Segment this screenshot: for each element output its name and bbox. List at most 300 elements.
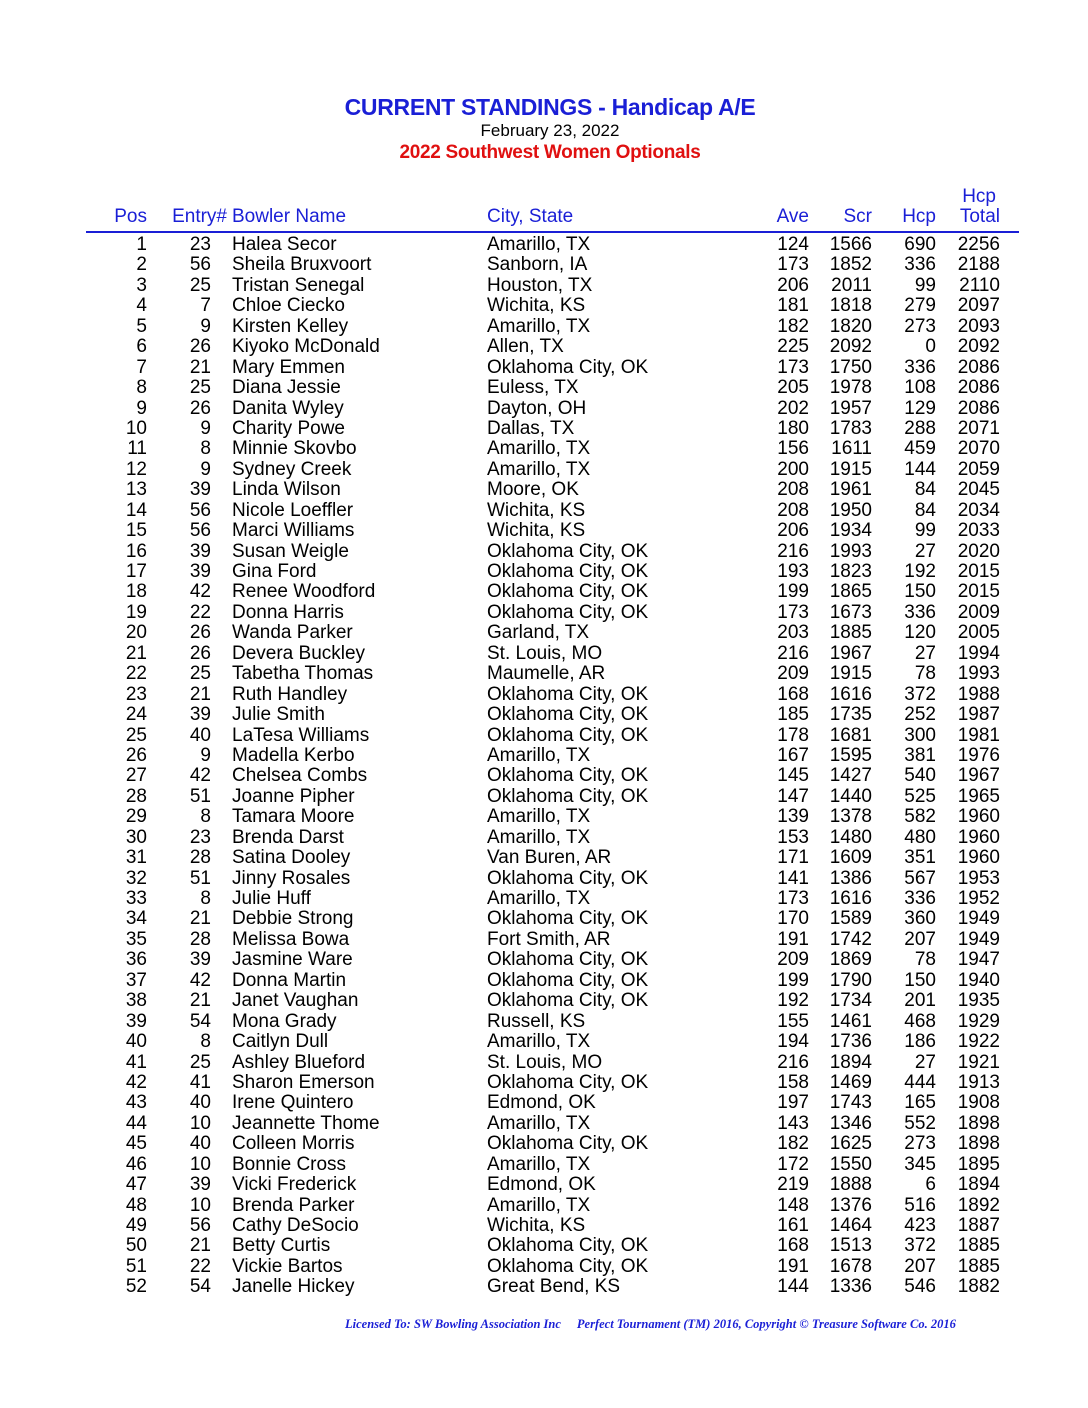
scratch-score-cell: 1888 bbox=[829, 1174, 872, 1196]
col-header-ave: Ave bbox=[776, 206, 809, 227]
scratch-score-cell: 1978 bbox=[829, 377, 872, 399]
average-cell: 158 bbox=[777, 1071, 809, 1093]
position-cell: 29 bbox=[125, 806, 147, 828]
bowler-name-cell: Susan Weigle bbox=[232, 540, 349, 562]
col-header-total-top: Hcp bbox=[962, 186, 996, 207]
bowler-name-cell: LaTesa Williams bbox=[232, 724, 370, 746]
city-state-cell: St. Louis, MO bbox=[487, 1051, 603, 1073]
city-state-cell: Oklahoma City, OK bbox=[487, 969, 649, 991]
table-row bbox=[0, 1277, 1088, 1297]
city-state-cell: Oklahoma City, OK bbox=[487, 581, 649, 603]
average-cell: 170 bbox=[777, 908, 809, 930]
scratch-score-cell: 1678 bbox=[829, 1255, 872, 1277]
handicap-cell: 150 bbox=[904, 581, 936, 603]
average-cell: 148 bbox=[777, 1194, 809, 1216]
handicap-cell: 459 bbox=[904, 438, 936, 460]
table-row bbox=[0, 296, 1088, 316]
handicap-total-cell: 2097 bbox=[957, 295, 1000, 317]
handicap-cell: 582 bbox=[904, 806, 936, 828]
bowler-name-cell: Mona Grady bbox=[232, 1010, 337, 1032]
position-cell: 13 bbox=[125, 479, 147, 501]
city-state-cell: Oklahoma City, OK bbox=[487, 1235, 649, 1257]
bowler-name-cell: Caitlyn Dull bbox=[232, 1031, 329, 1053]
average-cell: 194 bbox=[777, 1031, 809, 1053]
position-cell: 8 bbox=[136, 377, 147, 399]
handicap-total-cell: 2033 bbox=[957, 520, 1000, 542]
average-cell: 206 bbox=[777, 520, 809, 542]
table-row bbox=[0, 971, 1088, 991]
handicap-total-cell: 1885 bbox=[957, 1235, 1000, 1257]
entry-number-cell: 54 bbox=[189, 1010, 211, 1032]
scratch-score-cell: 1743 bbox=[829, 1092, 872, 1114]
handicap-cell: 144 bbox=[904, 458, 936, 480]
scratch-score-cell: 1961 bbox=[829, 479, 872, 501]
handicap-total-cell: 1892 bbox=[957, 1194, 1000, 1216]
scratch-score-cell: 1616 bbox=[829, 888, 872, 909]
average-cell: 209 bbox=[777, 663, 809, 685]
table-row bbox=[0, 664, 1088, 684]
bowler-name-cell: Danita Wyley bbox=[232, 397, 344, 419]
position-cell: 16 bbox=[125, 540, 147, 562]
handicap-total-cell: 1960 bbox=[957, 847, 1000, 869]
handicap-total-cell: 1988 bbox=[957, 683, 1000, 705]
bowler-name-cell: Jasmine Ware bbox=[232, 949, 353, 971]
table-row bbox=[0, 1216, 1088, 1236]
header-divider bbox=[86, 231, 1019, 233]
entry-number-cell: 21 bbox=[189, 908, 211, 930]
entry-number-cell: 9 bbox=[200, 458, 211, 480]
bowler-name-cell: Nicole Loeffler bbox=[232, 499, 354, 521]
handicap-cell: 336 bbox=[904, 254, 936, 276]
entry-number-cell: 10 bbox=[189, 1112, 211, 1134]
position-cell: 41 bbox=[125, 1051, 147, 1073]
average-cell: 143 bbox=[777, 1112, 809, 1134]
handicap-total-cell: 1965 bbox=[957, 785, 1000, 807]
scratch-score-cell: 1378 bbox=[829, 806, 872, 828]
bowler-name-cell: Colleen Morris bbox=[232, 1133, 355, 1155]
handicap-total-cell: 1922 bbox=[957, 1031, 1000, 1053]
position-cell: 17 bbox=[125, 561, 147, 582]
city-state-cell: Amarillo, TX bbox=[487, 888, 591, 909]
city-state-cell: Oklahoma City, OK bbox=[487, 990, 649, 1012]
entry-number-cell: 21 bbox=[189, 356, 211, 378]
city-state-cell: Euless, TX bbox=[487, 377, 579, 399]
bowler-name-cell: Diana Jessie bbox=[232, 377, 341, 399]
entry-number-cell: 39 bbox=[189, 561, 211, 582]
handicap-total-cell: 2093 bbox=[957, 315, 1000, 337]
table-row bbox=[0, 787, 1088, 807]
city-state-cell: Oklahoma City, OK bbox=[487, 724, 649, 746]
table-row bbox=[0, 1032, 1088, 1052]
city-state-cell: Oklahoma City, OK bbox=[487, 1133, 649, 1155]
position-cell: 26 bbox=[125, 744, 147, 766]
city-state-cell: Edmond, OK bbox=[487, 1092, 596, 1114]
position-cell: 14 bbox=[125, 499, 147, 521]
table-row bbox=[0, 909, 1088, 929]
scratch-score-cell: 1625 bbox=[829, 1133, 872, 1155]
scratch-score-cell: 1480 bbox=[829, 826, 872, 848]
average-cell: 208 bbox=[777, 499, 809, 521]
city-state-cell: Oklahoma City, OK bbox=[487, 356, 649, 378]
handicap-total-cell: 1949 bbox=[957, 928, 1000, 950]
average-cell: 145 bbox=[777, 765, 809, 787]
bowler-name-cell: Mary Emmen bbox=[232, 356, 345, 378]
handicap-total-cell: 1885 bbox=[957, 1255, 1000, 1277]
handicap-cell: 84 bbox=[914, 479, 936, 501]
entry-number-cell: 25 bbox=[189, 663, 211, 685]
position-cell: 3 bbox=[136, 274, 147, 296]
handicap-total-cell: 1960 bbox=[957, 806, 1000, 828]
table-row bbox=[0, 399, 1088, 419]
average-cell: 168 bbox=[777, 683, 809, 705]
handicap-total-cell: 1949 bbox=[957, 908, 1000, 930]
city-state-cell: Dallas, TX bbox=[487, 417, 575, 439]
bowler-name-cell: Jinny Rosales bbox=[232, 867, 351, 889]
handicap-cell: 381 bbox=[904, 744, 936, 766]
city-state-cell: Oklahoma City, OK bbox=[487, 1255, 649, 1277]
handicap-total-cell: 2256 bbox=[957, 234, 1000, 255]
average-cell: 191 bbox=[777, 928, 809, 950]
table-row bbox=[0, 1196, 1088, 1216]
handicap-total-cell: 2086 bbox=[957, 397, 1000, 419]
handicap-cell: 516 bbox=[904, 1194, 936, 1216]
scratch-score-cell: 1957 bbox=[829, 397, 872, 419]
handicap-total-cell: 1994 bbox=[957, 642, 1000, 664]
city-state-cell: Oklahoma City, OK bbox=[487, 601, 649, 623]
table-row bbox=[0, 460, 1088, 480]
scratch-score-cell: 1869 bbox=[829, 949, 872, 971]
position-cell: 36 bbox=[125, 949, 147, 971]
scratch-score-cell: 1336 bbox=[829, 1276, 872, 1298]
position-cell: 25 bbox=[125, 724, 147, 746]
handicap-cell: 207 bbox=[904, 928, 936, 950]
entry-number-cell: 10 bbox=[189, 1153, 211, 1175]
bowler-name-cell: Debbie Strong bbox=[232, 908, 354, 930]
table-row bbox=[0, 991, 1088, 1011]
average-cell: 199 bbox=[777, 969, 809, 991]
page-title: CURRENT STANDINGS - Handicap A/E bbox=[344, 94, 756, 120]
handicap-total-cell: 2086 bbox=[957, 377, 1000, 399]
table-row bbox=[0, 542, 1088, 562]
bowler-name-cell: Linda Wilson bbox=[232, 479, 341, 501]
bowler-name-cell: Devera Buckley bbox=[232, 642, 366, 664]
handicap-total-cell: 2092 bbox=[957, 336, 1000, 358]
position-cell: 10 bbox=[125, 417, 147, 439]
scratch-score-cell: 1750 bbox=[829, 356, 872, 378]
handicap-cell: 99 bbox=[914, 274, 936, 296]
col-header-scr: Scr bbox=[843, 206, 872, 227]
handicap-cell: 27 bbox=[914, 540, 936, 562]
city-state-cell: Houston, TX bbox=[487, 274, 593, 296]
handicap-total-cell: 2034 bbox=[957, 499, 1000, 521]
handicap-cell: 372 bbox=[904, 1235, 936, 1257]
average-cell: 178 bbox=[777, 724, 809, 746]
bowler-name-cell: Cathy DeSocio bbox=[232, 1215, 359, 1236]
city-state-cell: Garland, TX bbox=[487, 622, 590, 644]
bowler-name-cell: Melissa Bowa bbox=[232, 928, 350, 950]
handicap-cell: 186 bbox=[904, 1031, 936, 1053]
handicap-total-cell: 1929 bbox=[957, 1010, 1000, 1032]
table-row bbox=[0, 235, 1088, 255]
handicap-cell: 423 bbox=[904, 1215, 936, 1236]
bowler-name-cell: Brenda Darst bbox=[232, 826, 344, 848]
scratch-score-cell: 1852 bbox=[829, 254, 872, 276]
scratch-score-cell: 2011 bbox=[831, 274, 872, 296]
city-state-cell: Oklahoma City, OK bbox=[487, 561, 649, 582]
handicap-cell: 27 bbox=[914, 642, 936, 664]
position-cell: 23 bbox=[125, 683, 147, 705]
scratch-score-cell: 1915 bbox=[829, 458, 872, 480]
average-cell: 172 bbox=[777, 1153, 809, 1175]
position-cell: 2 bbox=[136, 254, 147, 276]
scratch-score-cell: 1950 bbox=[829, 499, 872, 521]
city-state-cell: Fort Smith, AR bbox=[487, 928, 611, 950]
handicap-cell: 372 bbox=[904, 683, 936, 705]
handicap-cell: 351 bbox=[904, 847, 936, 869]
entry-number-cell: 26 bbox=[189, 642, 211, 664]
position-cell: 19 bbox=[125, 601, 147, 623]
scratch-score-cell: 1595 bbox=[829, 744, 872, 766]
scratch-score-cell: 1427 bbox=[829, 765, 872, 787]
handicap-total-cell: 1882 bbox=[957, 1276, 1000, 1298]
position-cell: 20 bbox=[125, 622, 147, 644]
average-cell: 181 bbox=[777, 295, 809, 317]
entry-number-cell: 41 bbox=[189, 1071, 211, 1093]
position-cell: 12 bbox=[125, 458, 147, 480]
entry-number-cell: 23 bbox=[189, 826, 211, 848]
handicap-total-cell: 2110 bbox=[959, 274, 1000, 296]
average-cell: 193 bbox=[777, 561, 809, 582]
bowler-name-cell: Wanda Parker bbox=[232, 622, 353, 644]
average-cell: 206 bbox=[777, 274, 809, 296]
handicap-cell: 150 bbox=[904, 969, 936, 991]
entry-number-cell: 54 bbox=[189, 1276, 211, 1298]
handicap-total-cell: 1887 bbox=[957, 1215, 1000, 1236]
position-cell: 34 bbox=[125, 908, 147, 930]
handicap-total-cell: 2005 bbox=[957, 622, 1000, 644]
average-cell: 219 bbox=[777, 1174, 809, 1196]
handicap-total-cell: 1953 bbox=[957, 867, 1000, 889]
position-cell: 35 bbox=[125, 928, 147, 950]
scratch-score-cell: 1818 bbox=[829, 295, 872, 317]
table-row bbox=[0, 1012, 1088, 1032]
bowler-name-cell: Donna Martin bbox=[232, 969, 347, 991]
average-cell: 173 bbox=[777, 356, 809, 378]
bowler-name-cell: Janet Vaughan bbox=[232, 990, 359, 1012]
bowler-name-cell: Chelsea Combs bbox=[232, 765, 368, 787]
average-cell: 225 bbox=[777, 336, 809, 358]
entry-number-cell: 26 bbox=[189, 622, 211, 644]
entry-number-cell: 7 bbox=[200, 295, 211, 317]
handicap-total-cell: 2188 bbox=[957, 254, 1000, 276]
table-row bbox=[0, 726, 1088, 746]
city-state-cell: Amarillo, TX bbox=[487, 438, 591, 460]
table-row bbox=[0, 930, 1088, 950]
table-row bbox=[0, 828, 1088, 848]
footer bbox=[345, 1317, 956, 1332]
handicap-total-cell: 2015 bbox=[957, 581, 1000, 603]
handicap-cell: 300 bbox=[904, 724, 936, 746]
city-state-cell: Oklahoma City, OK bbox=[487, 683, 649, 705]
city-state-cell: Russell, KS bbox=[487, 1010, 586, 1032]
average-cell: 141 bbox=[777, 867, 809, 889]
handicap-cell: 336 bbox=[904, 356, 936, 378]
handicap-cell: 525 bbox=[904, 785, 936, 807]
average-cell: 161 bbox=[777, 1215, 809, 1236]
table-row bbox=[0, 255, 1088, 275]
table-row bbox=[0, 807, 1088, 827]
entry-number-cell: 39 bbox=[189, 1174, 211, 1196]
average-cell: 216 bbox=[777, 1051, 809, 1073]
entry-number-cell: 56 bbox=[189, 499, 211, 521]
scratch-score-cell: 1440 bbox=[829, 785, 872, 807]
handicap-total-cell: 1913 bbox=[957, 1071, 1000, 1093]
bowler-name-cell: Marci Williams bbox=[232, 520, 355, 542]
scratch-score-cell: 1464 bbox=[829, 1215, 872, 1236]
average-cell: 173 bbox=[777, 888, 809, 909]
city-state-cell: Moore, OK bbox=[487, 479, 579, 501]
average-cell: 202 bbox=[777, 397, 809, 419]
position-cell: 28 bbox=[125, 785, 147, 807]
handicap-cell: 345 bbox=[904, 1153, 936, 1175]
average-cell: 185 bbox=[777, 704, 809, 726]
average-cell: 182 bbox=[777, 1133, 809, 1155]
scratch-score-cell: 1967 bbox=[829, 642, 872, 664]
table-row bbox=[0, 1073, 1088, 1093]
entry-number-cell: 25 bbox=[189, 274, 211, 296]
handicap-cell: 273 bbox=[904, 1133, 936, 1155]
handicap-cell: 444 bbox=[904, 1071, 936, 1093]
position-cell: 27 bbox=[125, 765, 147, 787]
city-state-cell: Van Buren, AR bbox=[487, 847, 612, 869]
table-row bbox=[0, 766, 1088, 786]
handicap-cell: 129 bbox=[904, 397, 936, 419]
bowler-name-cell: Chloe Ciecko bbox=[232, 295, 345, 317]
bowler-name-cell: Sharon Emerson bbox=[232, 1071, 375, 1093]
scratch-score-cell: 1894 bbox=[829, 1051, 872, 1073]
city-state-cell: Amarillo, TX bbox=[487, 458, 591, 480]
average-cell: 168 bbox=[777, 1235, 809, 1257]
scratch-score-cell: 1820 bbox=[829, 315, 872, 337]
city-state-cell: Wichita, KS bbox=[487, 1215, 586, 1236]
bowler-name-cell: Tamara Moore bbox=[232, 806, 355, 828]
average-cell: 182 bbox=[777, 315, 809, 337]
event-name: 2022 Southwest Women Optionals bbox=[399, 142, 701, 163]
table-row bbox=[0, 685, 1088, 705]
table-row bbox=[0, 1114, 1088, 1134]
table-row bbox=[0, 439, 1088, 459]
position-cell: 15 bbox=[125, 520, 147, 542]
bowler-name-cell: Bonnie Cross bbox=[232, 1153, 347, 1175]
table-row bbox=[0, 1053, 1088, 1073]
handicap-total-cell: 1921 bbox=[957, 1051, 1000, 1073]
bowler-name-cell: Betty Curtis bbox=[232, 1235, 331, 1257]
entry-number-cell: 8 bbox=[200, 1031, 211, 1053]
position-cell: 18 bbox=[125, 581, 147, 603]
average-cell: 147 bbox=[777, 785, 809, 807]
position-cell: 37 bbox=[125, 969, 147, 991]
average-cell: 200 bbox=[777, 458, 809, 480]
entry-number-cell: 40 bbox=[189, 724, 211, 746]
entry-number-cell: 42 bbox=[189, 581, 211, 603]
position-cell: 49 bbox=[125, 1215, 147, 1236]
entry-number-cell: 56 bbox=[189, 1215, 211, 1236]
handicap-total-cell: 2059 bbox=[957, 458, 1000, 480]
scratch-score-cell: 1346 bbox=[829, 1112, 872, 1134]
average-cell: 216 bbox=[777, 642, 809, 664]
handicap-total-cell: 1947 bbox=[957, 949, 1000, 971]
average-cell: 203 bbox=[777, 622, 809, 644]
handicap-total-cell: 1981 bbox=[957, 724, 1000, 746]
handicap-cell: 99 bbox=[914, 520, 936, 542]
handicap-cell: 192 bbox=[904, 561, 936, 582]
entry-number-cell: 8 bbox=[200, 806, 211, 828]
position-cell: 43 bbox=[125, 1092, 147, 1114]
position-cell: 22 bbox=[125, 663, 147, 685]
bowler-name-cell: Vickie Bartos bbox=[232, 1255, 343, 1277]
scratch-score-cell: 1386 bbox=[829, 867, 872, 889]
position-cell: 7 bbox=[136, 356, 147, 378]
entry-number-cell: 9 bbox=[200, 315, 211, 337]
city-state-cell: Allen, TX bbox=[487, 336, 564, 358]
handicap-cell: 84 bbox=[914, 499, 936, 521]
license-text: Licensed To: SW Bowling Association Inc bbox=[345, 1317, 561, 1331]
position-cell: 9 bbox=[136, 397, 147, 419]
table-row bbox=[0, 869, 1088, 889]
average-cell: 124 bbox=[777, 234, 809, 255]
entry-number-cell: 21 bbox=[189, 990, 211, 1012]
bowler-name-cell: Julie Smith bbox=[232, 704, 325, 726]
position-cell: 24 bbox=[125, 704, 147, 726]
average-cell: 139 bbox=[777, 806, 809, 828]
scratch-score-cell: 1616 bbox=[829, 683, 872, 705]
position-cell: 47 bbox=[125, 1174, 147, 1196]
position-cell: 4 bbox=[136, 295, 147, 317]
scratch-score-cell: 1823 bbox=[829, 561, 872, 582]
entry-number-cell: 26 bbox=[189, 336, 211, 358]
bowler-name-cell: Sydney Creek bbox=[232, 458, 352, 480]
col-header-name: Bowler Name bbox=[232, 206, 347, 227]
city-state-cell: Oklahoma City, OK bbox=[487, 704, 649, 726]
entry-number-cell: 23 bbox=[189, 234, 211, 255]
handicap-cell: 273 bbox=[904, 315, 936, 337]
entry-number-cell: 40 bbox=[189, 1133, 211, 1155]
table-row bbox=[0, 1257, 1088, 1277]
scratch-score-cell: 1736 bbox=[829, 1031, 872, 1053]
entry-number-cell: 25 bbox=[189, 1051, 211, 1073]
handicap-total-cell: 1976 bbox=[957, 744, 1000, 766]
city-state-cell: Oklahoma City, OK bbox=[487, 785, 649, 807]
position-cell: 45 bbox=[125, 1133, 147, 1155]
handicap-total-cell: 1952 bbox=[957, 888, 1000, 909]
standings-table bbox=[0, 235, 1088, 1298]
table-row bbox=[0, 521, 1088, 541]
city-state-cell: Wichita, KS bbox=[487, 520, 586, 542]
table-row bbox=[0, 950, 1088, 970]
handicap-cell: 108 bbox=[904, 377, 936, 399]
handicap-total-cell: 1908 bbox=[957, 1092, 1000, 1114]
handicap-total-cell: 2086 bbox=[957, 356, 1000, 378]
entry-number-cell: 8 bbox=[200, 438, 211, 460]
entry-number-cell: 10 bbox=[189, 1194, 211, 1216]
handicap-total-cell: 1967 bbox=[957, 765, 1000, 787]
average-cell: 173 bbox=[777, 601, 809, 623]
handicap-total-cell: 1960 bbox=[957, 826, 1000, 848]
average-cell: 180 bbox=[777, 417, 809, 439]
entry-number-cell: 39 bbox=[189, 479, 211, 501]
table-row bbox=[0, 1134, 1088, 1154]
position-cell: 51 bbox=[125, 1255, 147, 1277]
